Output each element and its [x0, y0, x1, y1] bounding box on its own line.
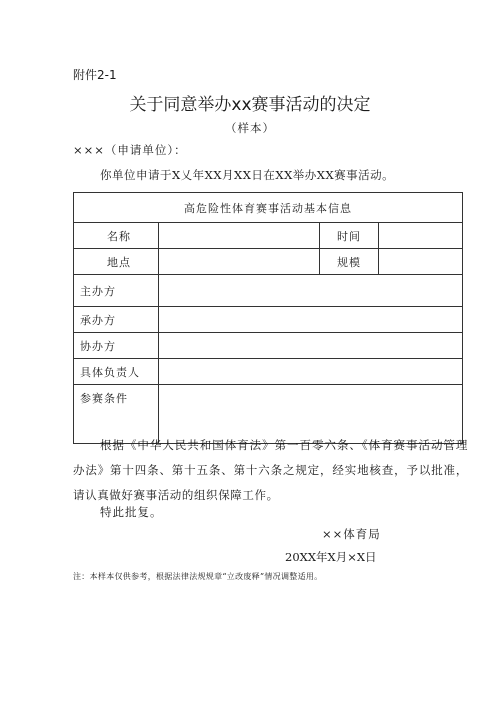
approval-text: 特此批复。 [100, 505, 163, 519]
basis-paragraph: 根据《中华人民共和国体育法》第一百零六条、《体育赛事活动管理办法》第十四条、第十五条、第十六条之规定，经实地核查，予以批准，请认真做好赛事活动的组织保障工作。 [73, 438, 468, 502]
undertaker-value-cell [159, 307, 463, 333]
event-info-table [73, 192, 463, 444]
name-value-cell [159, 223, 320, 249]
conditions-label: 参赛条件 [74, 385, 159, 444]
co-organizer-value-cell [159, 333, 463, 359]
co-organizer-label: 协办方 [74, 333, 159, 359]
table-row [74, 249, 463, 275]
person-in-charge-label: 具体负责人 [74, 359, 159, 385]
issuer-signature: ××体育局 [322, 527, 381, 541]
scale-label: 规模 [320, 249, 379, 275]
document-subtitle: （样本） [225, 121, 275, 135]
intro-paragraph: 你单位申请于X乂年XX月XX日在XX举办XX赛事活动。 [100, 168, 395, 182]
name-label: 名称 [74, 223, 159, 249]
organizer-label: 主办方 [74, 275, 159, 307]
scale-value-cell [379, 249, 463, 275]
time-label: 时间 [320, 223, 379, 249]
addressee: ×××（申请单位）： [73, 143, 187, 157]
organizer-value-cell [159, 275, 463, 307]
person-in-charge-value-cell [159, 359, 463, 385]
document-title: 关于同意举办xx赛事活动的决定 [129, 95, 371, 115]
table-header-row [74, 193, 463, 223]
table-header: 高危险性体育赛事活动基本信息 [74, 193, 463, 223]
location-value-cell [159, 249, 320, 275]
undertaker-label: 承办方 [74, 307, 159, 333]
location-label: 地点 [74, 249, 159, 275]
table-row [74, 359, 463, 385]
time-value-cell [379, 223, 463, 249]
table-row [74, 275, 463, 307]
issue-date: 20XX年X月×X日 [285, 550, 377, 564]
footnote: 注：本样本仅供参考，根据法律法规规章“立改废释”情况调整适用。 [73, 572, 323, 581]
table-row [74, 223, 463, 249]
attachment-label: 附件2-1 [73, 68, 117, 82]
table-row [74, 307, 463, 333]
table-row [74, 333, 463, 359]
